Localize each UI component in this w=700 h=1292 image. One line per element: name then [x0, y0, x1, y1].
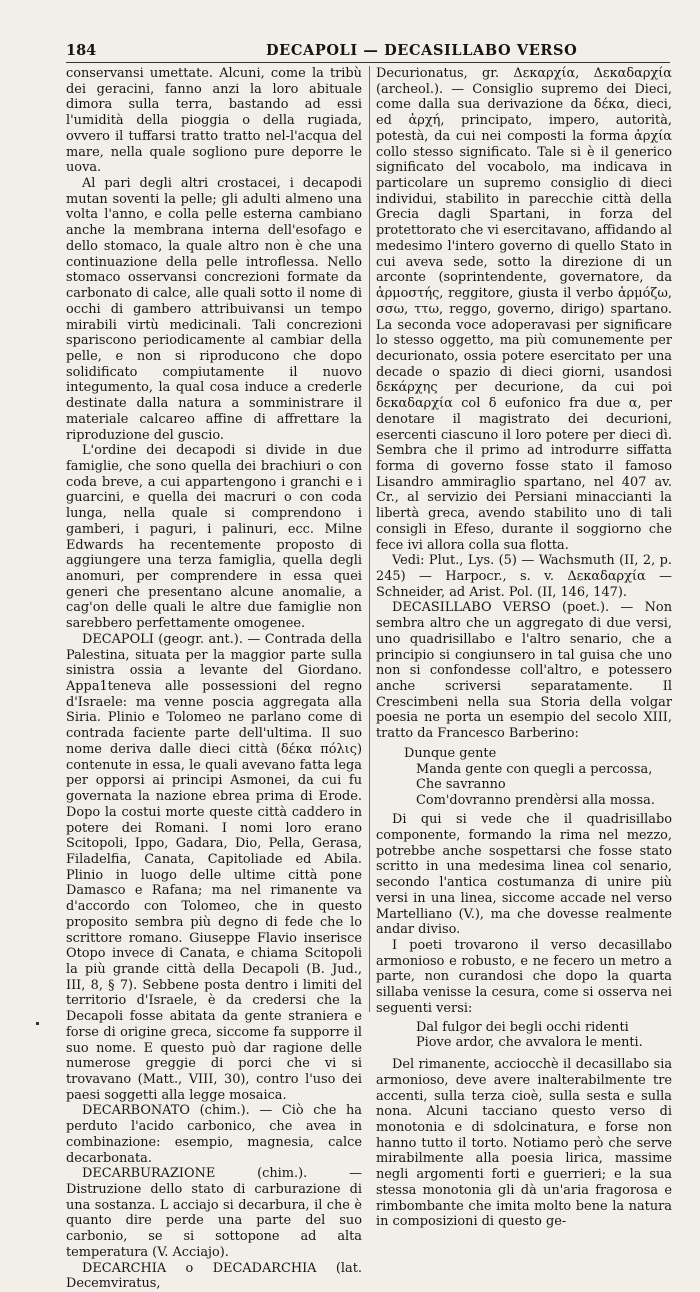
right-column	[376, 66, 672, 1230]
paragraph: conservansi umettate. Alcuni, come la tribù dei geracini, fanno anzi la loro abituale dimora sulla terra, bastando ad essi l'umidità della pioggia o della rugiada, ovvero il tuffarsi tratto tratto nel-l'acqua del mare, nella quale sogliono pure deporre le uova.	[66, 66, 362, 176]
paragraph: L'ordine dei decapodi si divide in due famiglie, che sono quella dei brachiuri o con coda breve, a cui appartengono i granchi e i guarcini, e quella dei macruri o con coda lunga, nella quale si comprendono i gamberi, i paguri, i palinuri, ecc. Milne Edwards ha recentemente proposto di aggiungere una terza famiglia, quella degli anomuri, per comprendere in essa quei generi che presentano alcune anomalie, a cag'on delle quali le altre due famiglie non sarebbero perfettamente omogenee.	[66, 443, 362, 632]
paragraph: Decurionatus, gr. Δεκαρχία, Δεκαδαρχία (archeol.). — Consiglio supremo dei Dieci, come dalla sua derivazione da δέκα, dieci, ed ἀρχή, principato, impero, autorità, potestà, da cui nei composti la forma ἀρχία collo stesso significato. Tale si è il generico significato del vocabolo, ma indicava in particolare un supremo consiglio di dieci individui, stabilito in parecchie città della Grecia dagli Spartani, in forza del protettorato che vi esercitavano, affidando al medesimo l'intero governo di quello Stato in cui aveva sede, sotto la direzione di un arconte (soprintendente, governatore, da ἁρμοστής, reggitore, giusta il verbo ἁρμόζω, σσω, ττω, reggo, governo, dirigo) spartano. La seconda voce adoperavasi per significare lo stesso oggetto, ma più comunemente per decurionato, ossia potere esercitato per una decade o spazio di dieci giorni, usandosi δεκάρχης per decurione, da cui poi δεκαδαρχία col δ eufonico fra due α, per denotare il magistrato dei decurioni, esercenti ciascuno il loro potere per dieci dì. Sembra che il primo ad introdurre siffatta forma di governo fosse stato il famoso Lisandro ammiraglio spartano, nel 407 av. Cr., al servizio dei Persiani minaccianti la libertà greca, avendo stabilito uno di tali consigli in Efeso, durante il soggiorno che fece ivi allora colla sua flotta.	[376, 66, 672, 553]
verse-line: Dal fulgor dei begli occhi ridenti	[416, 1019, 629, 1035]
paragraph: I poeti trovarono il verso decasillabo armonioso e robusto, e ne fecero un metro a parte, non curandosi che dopo la quarta sillaba venisse la cesura, come si osserva nei seguenti versi:	[376, 938, 672, 1016]
verse-line: Piove ardor, che avvalora le menti.	[416, 1035, 643, 1051]
entry-decarbonato: DECARBONATO (chim.). — Ciò che ha perduto l'acido carbonico, che avea in combinazione: esempio, magnesia, calce decarbonata.	[66, 1103, 362, 1166]
paragraph: Del rimanente, acciocchè il decasillabo sia armonioso, deve avere inalterabilmente tre accenti, sulla terza cioè, sulla sesta e sulla nona. Alcuni tacciano questo verso di monotonia e di sdolcinatura, e forse non hanno tutto il torto. Notiamo però che serve mirabilmente alla poesia lirica, massime negli argomenti forti e guerrieri; e la sua stessa monotonia gli dà un'aria fragorosa e rimbombante che imita molto bene la natura in composizioni di questo ge-	[376, 1057, 672, 1230]
page-header	[66, 40, 670, 62]
paragraph: Al pari degli altri crostacei, i decapodi mutan soventi la pelle; gli adulti almeno una volta l'anno, e colla pelle esterna cambiano anche la membrana interna dell'esofago e dello stomaco, la quale altro non è che una continuazione della pelle introflessa. Nello stomaco osservansi concrezioni formate da carbonato di calce, alle quali sotto il nome di occhi di gambero attribuivansi un tempo mirabili virtù medicinali. Tali concrezioni spariscono periodicamente al cambiar della pelle, e non si riproducono che dopo solidificato compiutamente il nuovo integumento, la qual cosa induce a crederle destinate dalla natura a somministrare il materiale calcareo affine di affrettare la riproduzione del guscio.	[66, 176, 362, 443]
entry-decapoli: DECAPOLI (geogr. ant.). — Contrada della Palestina, situata per la maggior parte sulla sinistra ossia a levante del Giordano. Appa1teneva alle possessioni del regno d'Israele: ma venne poscia aggregata alla Siria. Plinio e Tolomeo ne parlano come di contrada faciente parte dell'ultima. Il suo nome deriva dalle dieci città (δέκα πόλις) contenute in essa, le quali avevano fatta lega per opporsi ai principi Asmonei, da cui fu governata la nazione ebrea prima di Erode. Dopo la costui morte queste città caddero in potere dei Romani. I nomi loro erano Scitopoli, Ippo, Gadara, Dio, Pella, Gerasa, Filadelfia, Canata, Capitoliade ed Abila. Plinio in luogo delle ultime città pone Damasco e Rafana; ma nel rimanente va d'accordo con Tolomeo, che in questo proposito sembra più degno di fede che lo scrittore romano. Giuseppe Flavio inserisce Otopo invece di Canata, e chiama Scitopoli la più grande città della Decapoli (B. Jud., III, 8, § 7). Sebbene posta dentro i limiti del territorio d'Israele, è da credersi che la Decapoli fosse abitata da gente straniera e forse di origine greca, siccome fa supporre il suo nome. E questo può dar ragione delle numerose greggie di porci che vi si trovavano (Matt., VIII, 30), contro l'uso dei paesi soggetti alla legge mosaica.	[66, 631, 362, 1103]
left-column	[66, 66, 362, 1292]
verse-quote	[404, 746, 672, 808]
entry-decasillabo-verso: DECASILLABO VERSO (poet.). — Non sembra altro che un aggregato di due versi, uno quadrisillabo e l'altro senario, che a principio si congiunsero in tal guisa che uno non si confondesse coll'altro, e potessero anche scriversi separatamente. Il Crescimbeni nella sua Storia della volgar poesia ne porta un esempio del secolo XIII, tratto da Francesco Barberino:	[376, 600, 672, 742]
column-divider	[369, 66, 370, 1012]
references: Vedi: Plut., Lys. (5) — Wachsmuth (II, 2, p. 245) — Harpocr., s. v. Δεκαδαρχία — Schneider, ad Arist. Pol. (II, 146, 147).	[376, 553, 672, 600]
verse-line: Manda gente con quegli a percossa,	[416, 761, 653, 777]
header-rule	[66, 62, 670, 63]
verse-line: Com'dovranno prendèrsi alla mossa.	[416, 792, 655, 808]
paragraph: Di qui si vede che il quadrisillabo componente, formando la rima nel mezzo, potrebbe anche sospettarsi che fosse stato scritto in una medesima linea col senario, secondo l'antica costumanza di unire più versi in una linea, siccome accade nel verso Martelliano (V.), ma che dovesse realmente andar diviso.	[376, 812, 672, 938]
running-title: DECAPOLI — DECASILLABO VERSO	[266, 42, 578, 59]
entry-decarburazione: DECARBURAZIONE (chim.). — Distruzione dello stato di carburazione di una sostanza. L acciajo si decarbura, il che è quanto dire perde una parte del suo carbonio, se si sottopone ad alta temperatura (V. Acciajo).	[66, 1166, 362, 1260]
verse-line: Che savranno	[416, 777, 506, 793]
print-speck	[36, 1022, 39, 1025]
page-number: 184	[66, 42, 97, 59]
verse-line: Dunque gente	[404, 745, 497, 761]
entry-decarchia: DECARCHIA o DECADARCHIA (lat. Decemviratus,	[66, 1260, 362, 1292]
verse-quote	[416, 1020, 672, 1051]
